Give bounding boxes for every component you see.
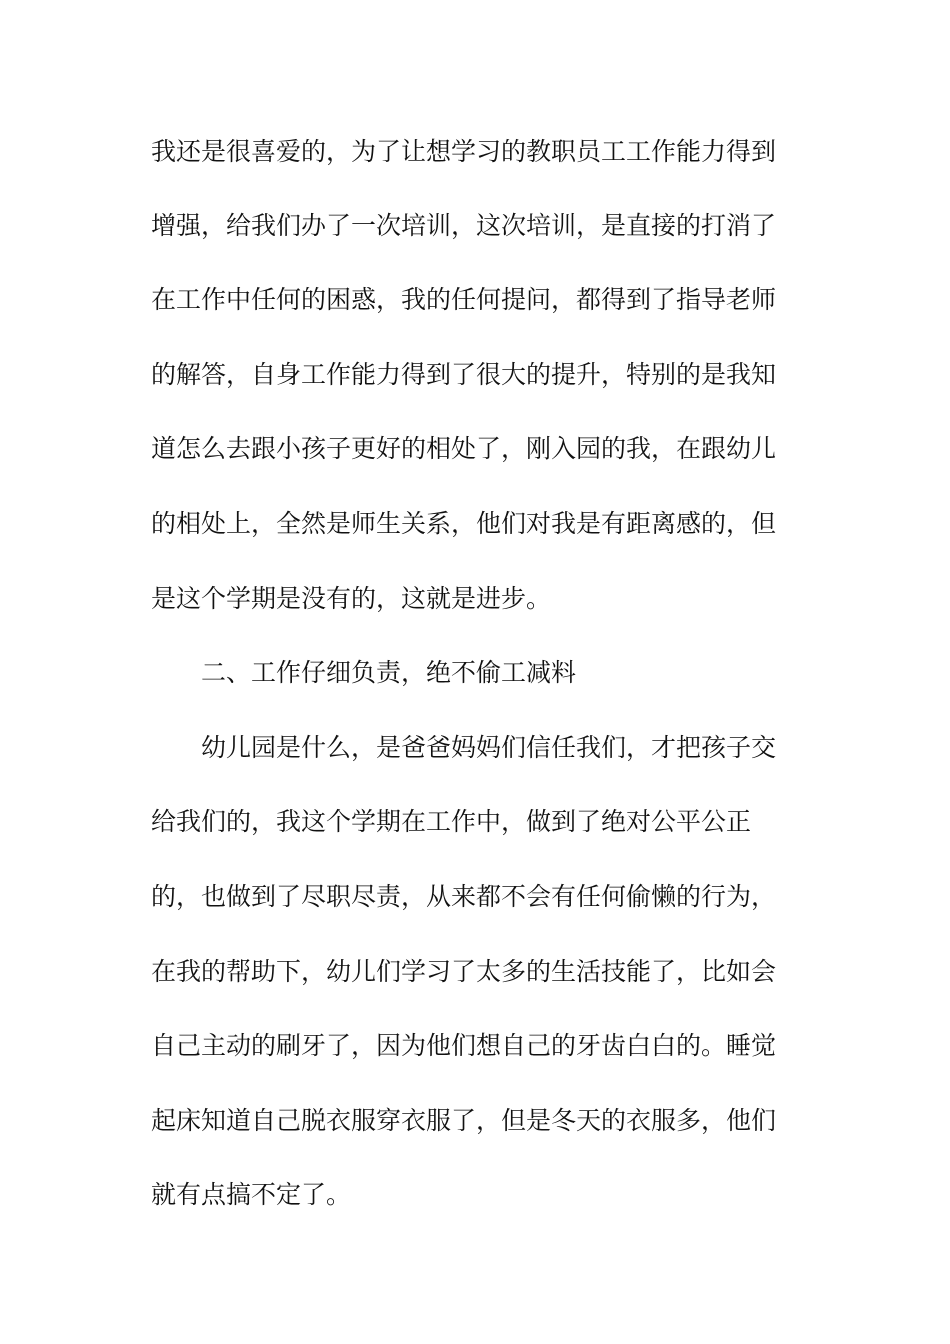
paragraph-1-line-6: 的相处上，全然是师生关系，他们对我是有距离感的，但 xyxy=(151,509,777,538)
paragraph-2-line-2: 给我们的，我这个学期在工作中，做到了绝对公平公正 xyxy=(151,807,752,836)
paragraph-2-line-1: 幼儿园是什么，是爸爸妈妈们信任我们，才把孩子交 xyxy=(201,733,777,762)
paragraph-2-line-7: 就有点搞不定了。 xyxy=(151,1180,352,1209)
paragraph-2-line-3: 的，也做到了尽职尽责，从来都不会有任何偷懒的行为， xyxy=(151,882,777,911)
paragraph-2-line-5: 自己主动的刷牙了，因为他们想自己的牙齿白白的。睡觉 xyxy=(151,1031,777,1060)
paragraph-1-line-7: 是这个学期是没有的，这就是进步。 xyxy=(151,584,552,613)
paragraph-2-line-4: 在我的帮助下，幼儿们学习了太多的生活技能了，比如会 xyxy=(151,957,777,986)
paragraph-1-line-2: 增强，给我们办了一次培训，这次培训，是直接的打消了 xyxy=(151,211,777,240)
paragraph-2-line-6: 起床知道自己脱衣服穿衣服了，但是冬天的衣服多，他们 xyxy=(151,1106,777,1135)
section-heading: 二、工作仔细负责，绝不偷工减料 xyxy=(201,658,577,687)
paragraph-1-line-5: 道怎么去跟小孩子更好的相处了，刚入园的我，在跟幼儿 xyxy=(151,434,777,463)
paragraph-1-line-4: 的解答，自身工作能力得到了很大的提升，特别的是我知 xyxy=(151,360,777,389)
paragraph-1-line-1: 我还是很喜爱的，为了让想学习的教职员工工作能力得到 xyxy=(151,137,777,166)
paragraph-1-line-3: 在工作中任何的困惑，我的任何提问，都得到了指导老师 xyxy=(151,285,777,314)
